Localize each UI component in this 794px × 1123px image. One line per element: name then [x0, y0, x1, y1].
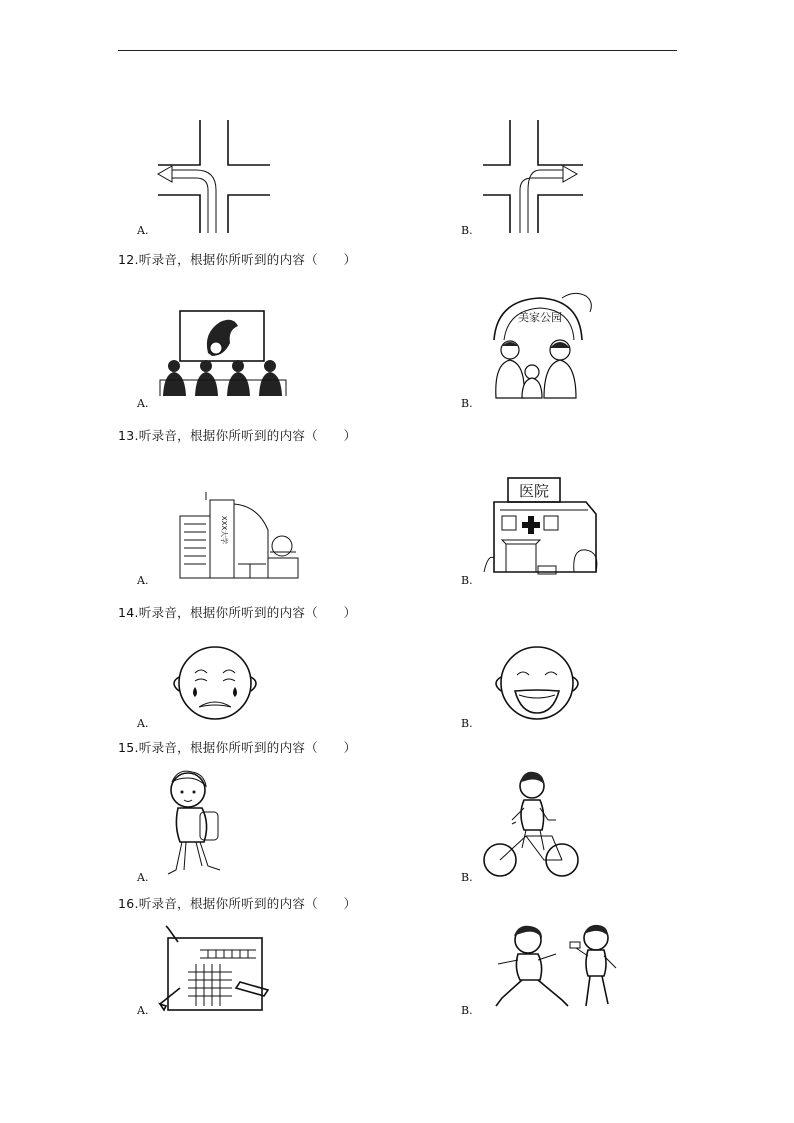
crossroad-turn-left-image — [158, 120, 273, 235]
option-a-label[interactable]: A. — [137, 1004, 149, 1017]
crying-face-image — [165, 643, 265, 723]
question-text: 听录音，根据你所听到的内容（ ） — [138, 252, 357, 267]
hospital-sign-text: 医院 — [518, 482, 550, 500]
question-16 — [118, 894, 356, 912]
question-number: 13. — [118, 428, 139, 443]
university-building-image — [178, 490, 300, 580]
header-rule — [118, 50, 677, 51]
hospital-image — [484, 474, 602, 584]
boy-riding-bicycle-image — [482, 768, 582, 878]
question-14 — [118, 603, 356, 621]
option-a-label[interactable]: A. — [137, 871, 149, 884]
smiling-face-image — [487, 643, 587, 723]
option-b-label[interactable]: B. — [461, 871, 473, 884]
question-number: 15. — [118, 740, 139, 755]
option-b-label[interactable]: B. — [461, 397, 473, 410]
question-text: 听录音，根据你所听到的内容（ ） — [138, 740, 357, 755]
option-a-label[interactable]: A. — [137, 397, 149, 410]
question-number: 16. — [118, 896, 139, 911]
option-a-label[interactable]: A. — [137, 224, 149, 237]
boy-walking-with-backpack-image — [164, 766, 234, 882]
school-sign-text: XXX大学 — [220, 515, 228, 545]
cinema-image — [158, 308, 288, 398]
option-a-label[interactable]: A. — [137, 574, 149, 587]
option-b-label[interactable]: B. — [461, 574, 473, 587]
option-b-label[interactable]: B. — [461, 224, 473, 237]
question-text: 听录音，根据你所听到的内容（ ） — [138, 605, 357, 620]
option-b-label[interactable]: B. — [461, 717, 473, 730]
question-12 — [118, 250, 356, 268]
zoo-entrance-image — [482, 288, 597, 400]
crossroad-turn-right-image — [483, 120, 598, 235]
question-15 — [118, 738, 356, 756]
option-b-label[interactable]: B. — [461, 1004, 473, 1017]
question-text: 听录音，根据你所听到的内容（ ） — [138, 896, 357, 911]
question-number: 14. — [118, 605, 139, 620]
boys-doing-kungfu-and-eating-image — [492, 920, 627, 1010]
zoo-sign-text: 美家公园 — [518, 311, 562, 324]
option-a-label[interactable]: A. — [137, 717, 149, 730]
question-text: 听录音，根据你所听到的内容（ ） — [138, 428, 357, 443]
question-number: 12. — [118, 252, 139, 267]
question-13 — [118, 426, 356, 444]
crossword-puzzle-image — [160, 926, 270, 1016]
